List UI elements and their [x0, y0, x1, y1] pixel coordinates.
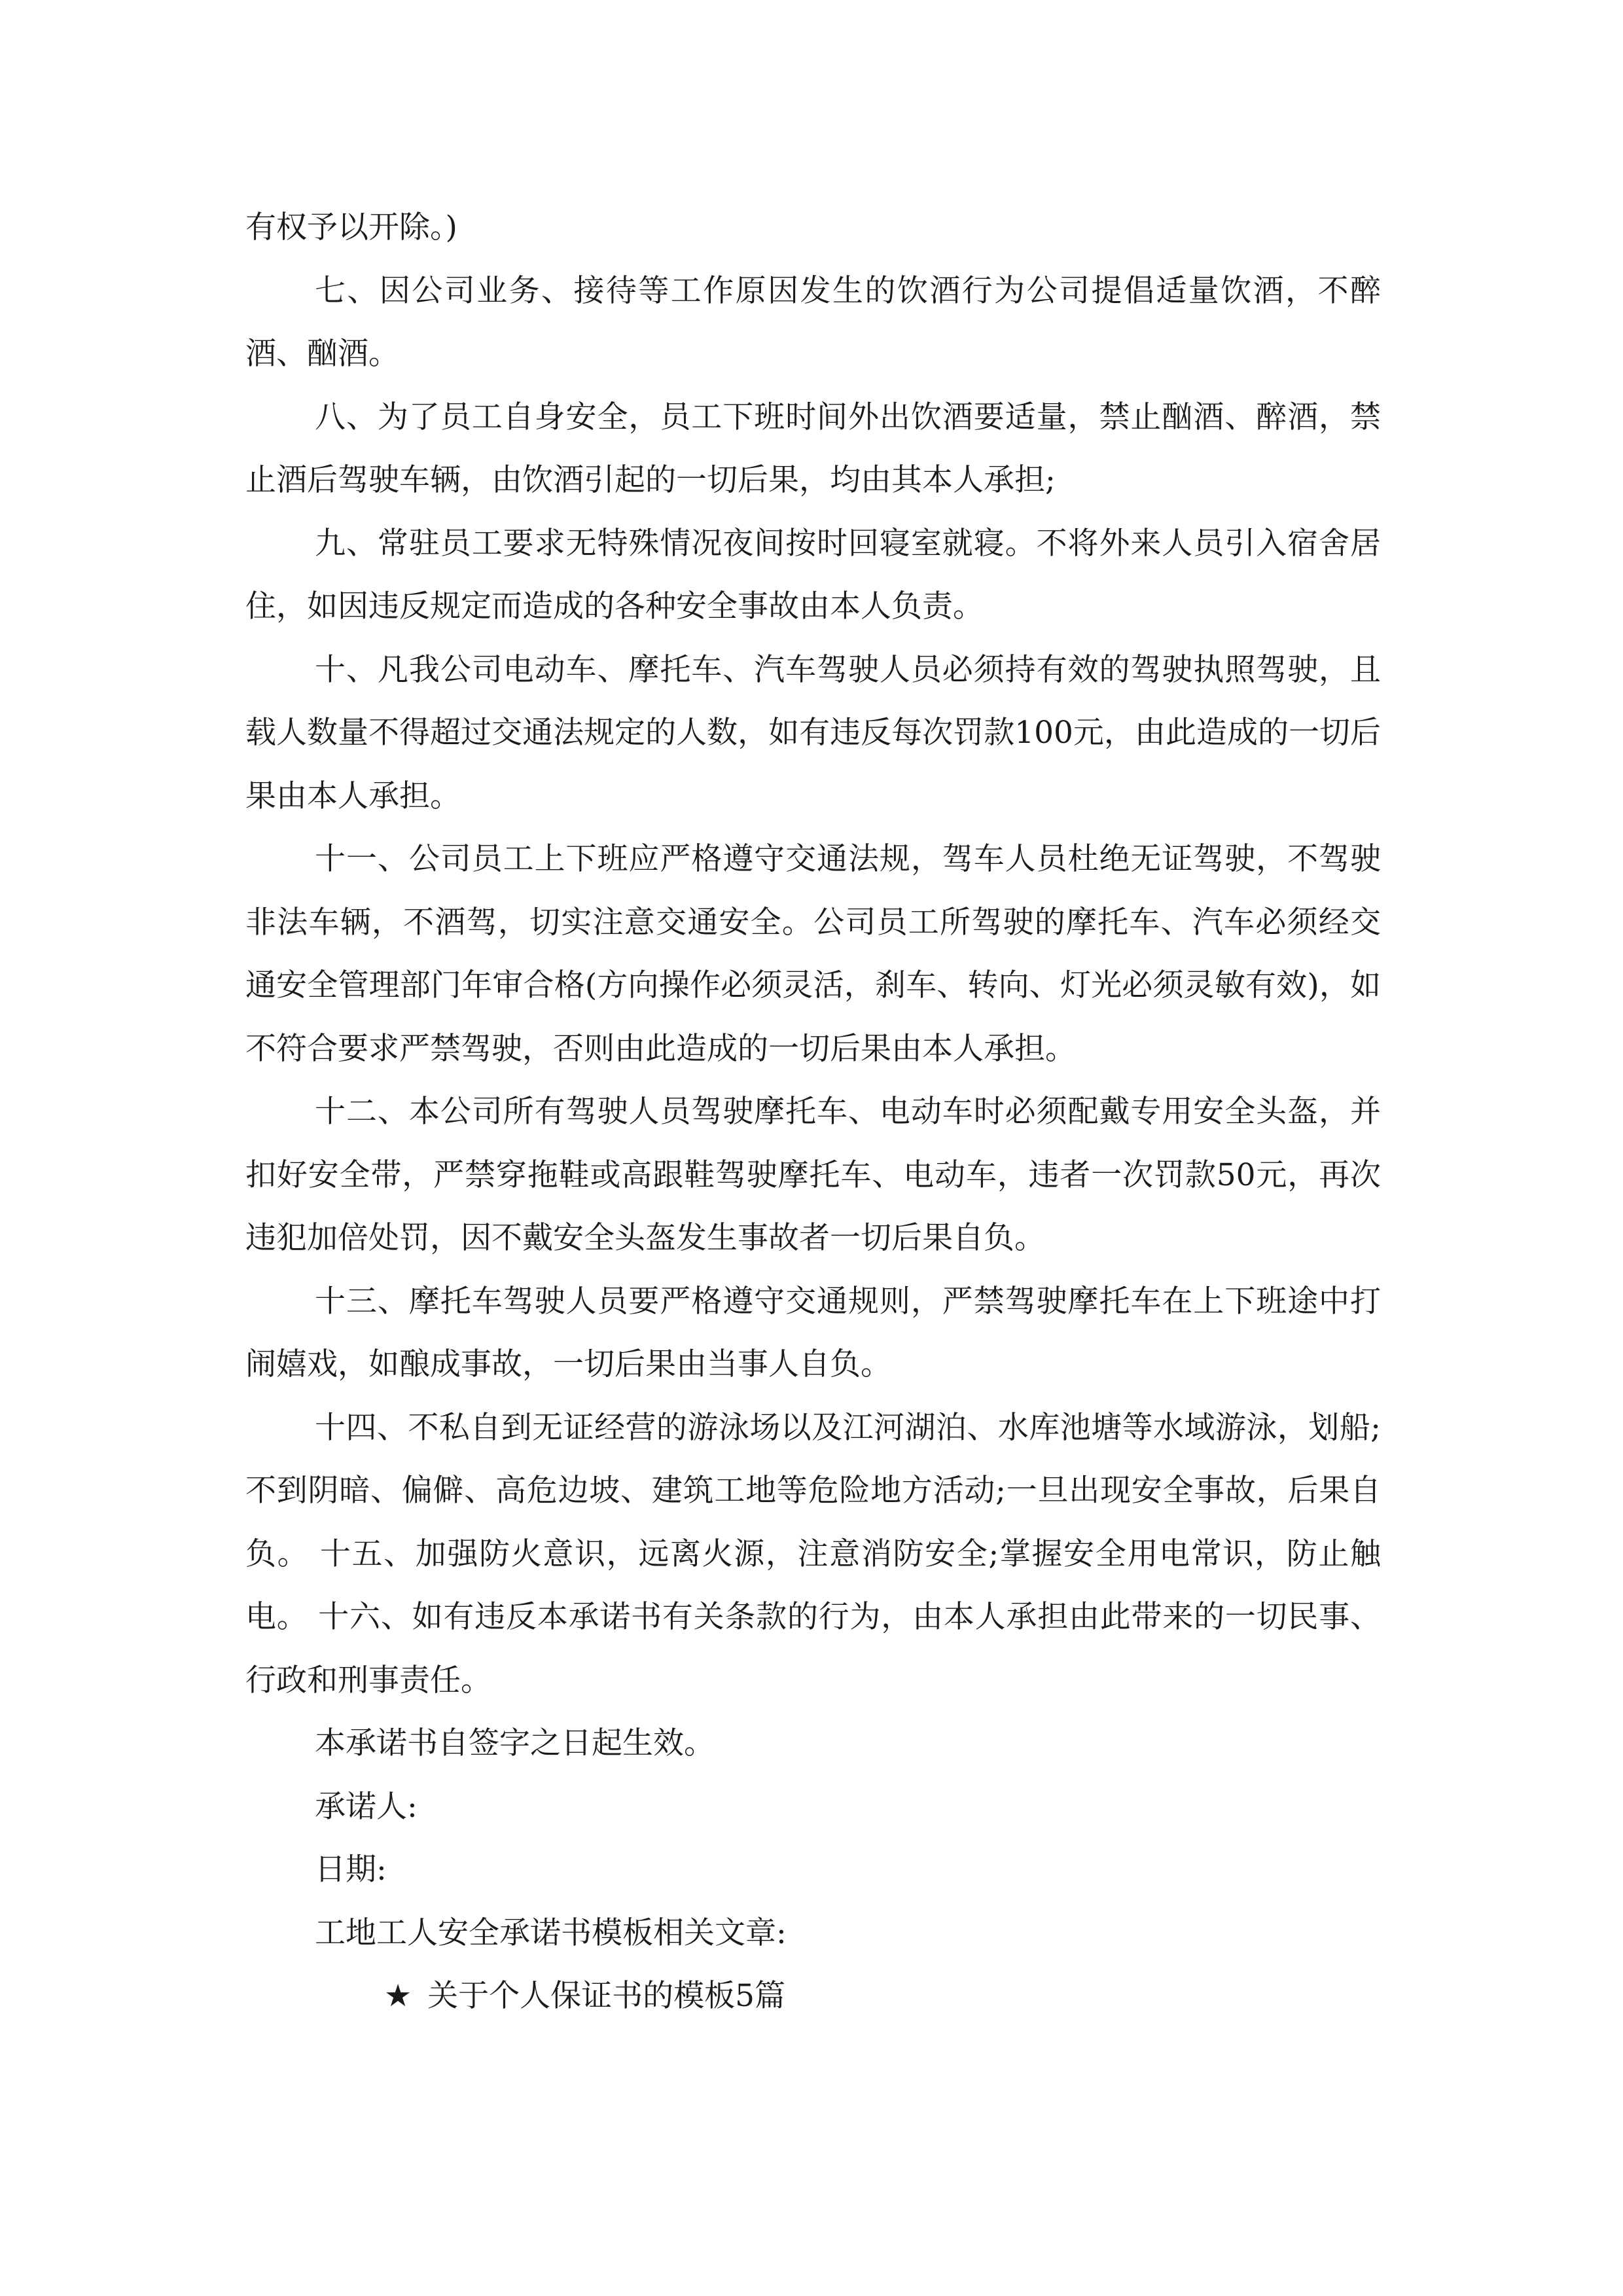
signatory-label: 承诺人:	[315, 1788, 418, 1825]
paragraph-clause-10: 十、凡我公司电动车、摩托车、汽车驾驶人员必须持有效的驾驶执照驾驶，且载人数量不得超过交通法规定的人数，如有违反每次罚款100元，由此造成的一切后果由本人承担。	[245, 651, 1381, 814]
related-article-item[interactable]	[245, 1965, 1381, 2028]
star-icon: ★	[384, 1978, 412, 2014]
paragraph-clause-9: 九、常驻员工要求无特殊情况夜间按时回寝室就寝。不将外来人员引入宿舍居住，如因违反规定而造成的各种安全事故由本人负责。	[245, 525, 1381, 624]
related-articles-heading: 工地工人安全承诺书模板相关文章:	[315, 1914, 787, 1951]
date-label: 日期:	[315, 1852, 387, 1888]
effective-statement: 本承诺书自签字之日起生效。	[315, 1725, 715, 1761]
paragraph-clause-13: 十三、摩托车驾驶人员要严格遵守交通规则，严禁驾驶摩托车在上下班途中打闹嬉戏，如酿成事故，一切后果由当事人自负。	[245, 1283, 1381, 1382]
paragraph-clause-7: 七、因公司业务、接待等工作原因发生的饮酒行为公司提倡适量饮酒，不醉酒、酗酒。	[245, 272, 1381, 372]
paragraph-continuation: 有权予以开除。)	[245, 209, 457, 245]
paragraph-clause-12: 十二、本公司所有驾驶人员驾驶摩托车、电动车时必须配戴专用安全头盔，并扣好安全带，严禁穿拖鞋或高跟鞋驾驶摩托车、电动车，违者一次罚款50元，再次违犯加倍处罚，因不戴安全头盔发生事故者一切后果自负。	[245, 1094, 1381, 1256]
paragraph-clause-14-16: 十四、不私自到无证经营的游泳场以及江河湖泊、水库池塘等水域游泳，划船;不到阴暗、偏僻、高危边坡、建筑工地等危险地方活动;一旦出现安全事故，后果自负。 十五、加强防火意识，远离火源，注意消防安全;掌握安全用电常识，防止触电。 十六、如有违反本承诺书有关条款的行为，由本人承担由此带来的一切民事、行政和刑事责任。	[245, 1409, 1381, 1698]
paragraph-clause-8: 八、为了员工自身安全，员工下班时间外出饮酒要适量，禁止酗酒、醉酒，禁止酒后驾驶车辆，由饮酒引起的一切后果，均由其本人承担;	[245, 399, 1381, 498]
related-article-link[interactable]: 关于个人保证书的模板5篇	[427, 1978, 786, 2014]
paragraph-clause-11: 十一、公司员工上下班应严格遵守交通法规，驾车人员杜绝无证驾驶，不驾驶非法车辆，不酒驾，切实注意交通安全。公司员工所驾驶的摩托车、汽车必须经交通安全管理部门年审合格(方向操作必须灵活，刹车、转向、灯光必须灵敏有效)，如不符合要求严禁驾驶，否则由此造成的一切后果由本人承担。	[245, 841, 1381, 1067]
document-body	[245, 196, 1381, 2028]
